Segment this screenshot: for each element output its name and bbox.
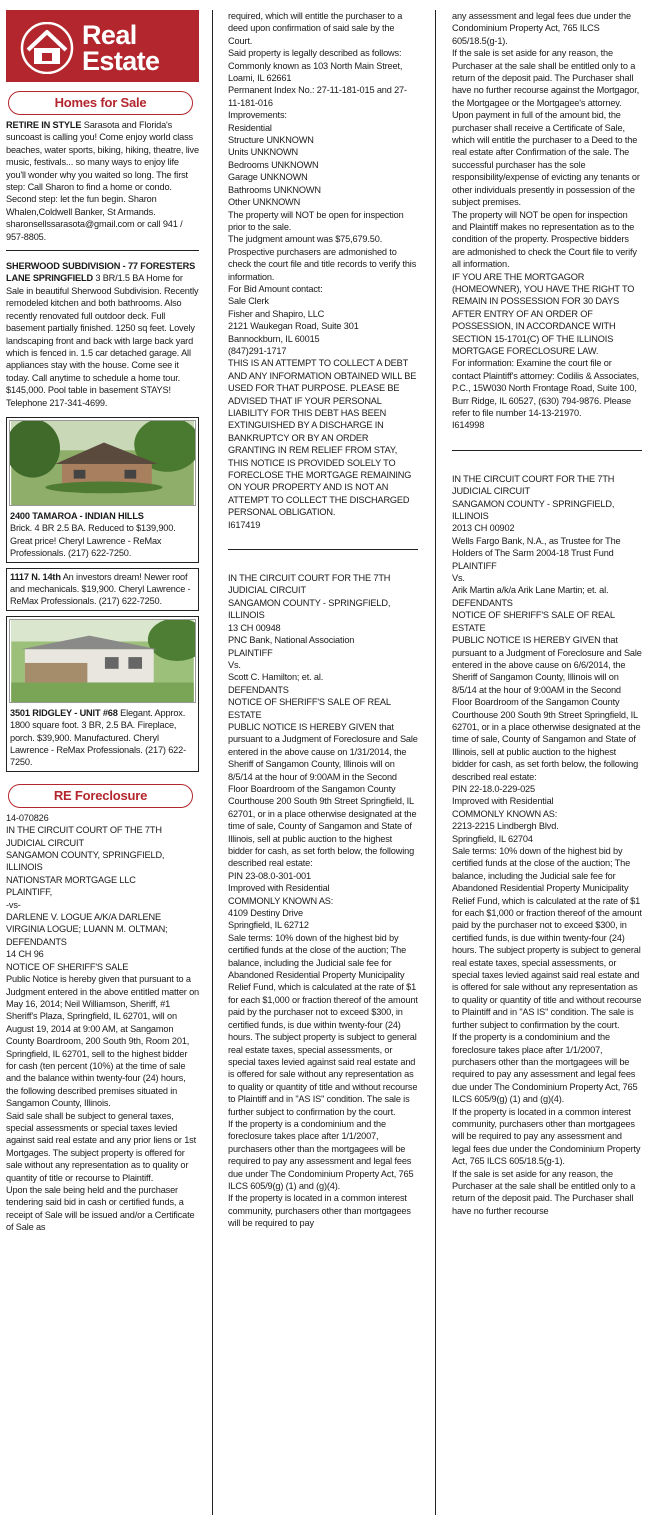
notice-martin: IN THE CIRCUIT COURT FOR THE 7TH JUDICIAL CIRCUIT SANGAMON COUNTY - SPRINGFIELD, ILLINOIS 2013 CH 00902 Wells Fargo Bank, N.A., as Trustee for The Holders of The Sarm 2004-18 Trust Fund PLAINTIFF Vs. Arik Martin a/k/a Arik Lane Martin; et. al. DEFENDANTS NOTICE OF SHERIFF'S SALE OF REAL ESTATE PUBLIC NOTICE IS HEREBY GIVEN that pursuant to a Judgment of Foreclosure and Sale entered in the above cause on 6/6/2014, the Sheriff of Sangamon County, Illinois will on 8/5/14 at the hour of 9:00AM in the Second Floor Boardroom of the Sangamon County Courthouse 200 South 9th Street Springfield, IL 62701, or in a place otherwise designated at the time of sale, County of Sangamon and State of Illinois, sell at public auction to the highest bidder for cash, as set forth below, the following described real estate: PIN 22-18.0-229-025 Improved with Residential COMMONLY KNOWN AS: 2213-2215 Lindbergh Blvd. Springfield, IL 62704 Sale terms: 10% down of the highest bid by certified funds at the close of the auction; The balance, including the Judicial sale fee for Abandoned Residential Property Municipality Relief Fund, which is calculated at the rate of $1 for each $1,000 or fraction thereof of the amount paid by the purchaser not to exceed $300, in certified funds, is due within twenty-four (24) hours. The subject property is subject to general real estate taxes, special assessments, or special taxes levied against said real estate and is offered for sale without any representation as to quality or quantity of title and without recourse to Plaintiff and in "AS IS" condition. The sale is further subject to confirmation by the court. If the property is a condominium and the foreclosure takes place after 1/1/2007, purchasers other than the mortgagees will be required to pay any assessment and legal fees due under The Condominium Property Act, 765 ILCS 605/9(g) (1) and (g)(4). If the property is located in a common interest community, purchasers other than mortgagees will be required to pay any assessment and legal fees due under the Condominium Property Act, 765 ILCS 605/18.5(g-1). If the sale is set aside for any reason, the Purchaser at the sale shall be entitled only to a return of the deposit paid. The Purchaser shall have no further recourse [452,473,642,1216]
ad-body: 3 BR/1.5 BA Home for Sale in beautiful Sherwood Subdivision. Recently remodeled kitchen and both bathrooms. Also recently renovated full outdoor deck. Full basement partially finished. 1250 sq feet. Lovely landscaping front and back with large back yard which is fenced in. 1.5 car detached garage. All appliances stay with the house. Come see it today. Call anytime to schedule a home tour. $145,000. Pool table in basement STAYS! Telephone 217-341-4699. [6,273,199,408]
notice-loami-continued: required, which will entitle the purchaser to a deed upon confirmation of said sale by the Court. Said property is legally described as follows: Commonly known as 103 North Main Street, Loami, IL 62661 Permanent Index No.: 27-11-181-015 and 27-11-181-016 Improvements: Residential Structure UNKNOWN Units UNKNOWN Bedrooms UNKNOWN Garage UNKNOWN Bathrooms UNKNOWN Other UNKNOWN The property will NOT be open for inspection prior to the sale. The judgment amount was $75,679.50. Prospective purchasers are admonished to check the court file and title records to verify this information. For Bid Amount contact: Sale Clerk Fisher and Shapiro, LLC 2121 Waukegan Road, Suite 301 Bannockburn, IL 60015 (847)291-1717 THIS IS AN ATTEMPT TO COLLECT A DEBT AND ANY INFORMATION OBTAINED WILL BE USED FOR THAT PURPOSE. PLEASE BE ADVISED THAT IF YOUR PERSONAL LIABILITY FOR THIS DEBT HAS BEEN EXTINGUISHED BY A DISCHARGE IN BANKRUPTCY OR BY AN ORDER GRANTING IN REM RELIEF FROM STAY, THIS NOTICE IS PROVIDED SOLELY TO FORECLOSE THE MORTGAGE REMAINING ON YOUR PROPERTY AND IS NOT AN ATTEMPT TO COLLECT THE DISCHARGED PERSONAL OBLIGATION. I617419 [228,11,417,530]
house-photo [9,420,196,506]
divider [6,250,199,251]
column-divider [435,10,436,1515]
divider [228,549,418,550]
column-3 [452,10,642,1518]
ad-title: 1117 N. 14th [10,571,61,582]
re-foreclosure-heading: RE Foreclosure [8,784,193,808]
ad-body: Sarasota and Florida's suncoast is calling you! Come enjoy world class beaches, water sports, biking, hiking, theatre, live music, festivals... so many ways to enjoy life you'll wonder why you waited so long. The first step: Call Sharon to find a home or condo. Second step: let the fun begin. Sharon Whalen,Coldwell Banker, St Armands. sharonsellssarasota@gmail.com or call 941 / 957-8805. [6,120,199,242]
homes-for-sale-heading: Homes for Sale [8,91,193,115]
header-title-real: Real [82,20,137,50]
ad-body: Brick. 4 BR 2.5 BA. Reduced to $139,900. Great price! Cheryl Lawrence - ReMax Professionals. (217) 622-7250. [10,523,176,559]
notice-continued: any assessment and legal fees due under the Condominium Property Act, 765 ILCS 605/18.5(g-1). If the sale is set aside for any reason, the Purchaser at the sale shall be entitled only to a return of the deposit paid. The Purchaser shall have no further recourse against the Mortgagor, the Mortgagee or the Mortgagee's attorney. Upon payment in full of the amount bid, the purchaser shall receive a Certificate of Sale, which will entitle the purchaser to a Deed to the real estate after Confirmation of the sale. The successful purchaser has the sole responsibility/expense of evicting any tenants or other individuals presently in possession of the subject premises. The property will NOT be open for inspection and Plaintiff makes no representation as to the condition of the property. Prospective bidders are admonished to check the Court file to verify all information. IF YOU ARE THE MORTGAGOR (HOMEOWNER), YOU HAVE THE RIGHT TO REMAIN IN POSSESSION FOR 30 DAYS AFTER ENTRY OF AN ORDER OF POSSESSION, IN ACCORDANCE WITH SECTION 15-1701(C) OF THE ILLINOIS MORTGAGE FORECLOSURE LAW. For information: Examine the court file or contact Plaintiff's attorney: Codilis & Associates, P.C., 15W030 North Frontage Road, Suite 100, Burr Ridge, IL 60527, (630) 794-9876. Please refer to file number 14-13-21970. I614998 [452,11,640,431]
ad-body: An investors dream! Newer roof and mechanicals. $19,900. Cheryl Lawrence - ReMax Professionals. (217) 622-7250. [10,571,191,607]
header-title-estate: Estate [82,46,160,76]
ad-body: Elegant. Approx. 1800 square foot. 3 BR, 2.5 BA. Fireplace, porch. $39,900. Manufactured. Cheryl Lawrence - ReMax Professionals. (217) 622-7250. [10,707,187,768]
real-estate-header [6,10,199,82]
ad-sherwood [6,260,199,409]
ad-title: 3501 RIDGLEY - UNIT #68 [10,707,118,718]
notice-hamilton: IN THE CIRCUIT COURT FOR THE 7TH JUDICIAL CIRCUIT SANGAMON COUNTY - SPRINGFIELD, ILLINOIS 13 CH 00948 PNC Bank, National Association PLAINTIFF Vs. Scott C. Hamilton; et. al. DEFENDANTS NOTICE OF SHERIFF'S SALE OF REAL ESTATE PUBLIC NOTICE IS HEREBY GIVEN that pursuant to a Judgment of Foreclosure and Sale entered in the above cause on 1/31/2014, the Sheriff of Sangamon County, Illinois will on 8/5/14 at the hour of 9:00AM in the Second Floor Boardroom of the Sangamon County Courthouse 200 South 9th Street Springfield, IL 62701, or in a place otherwise designated at the time of sale, County of Sangamon and State of Illinois, sell at public auction to the highest bidder for cash, as set forth below, the following described real estate: PIN 23-08.0-301-001 Improved with Residential COMMONLY KNOWN AS: 4109 Destiny Drive Springfield, IL 62712 Sale terms: 10% down of the highest bid by certified funds at the close of the auction; The balance, including the Judicial sale fee for Abandoned Residential Property Municipality Relief Fund, which is calculated at the rate of $1 for each $1,000 or fraction thereof of the amount paid by the purchaser not to exceed $300, in certified funds, is due within twenty-four (24) hours. The subject property is subject to general real estate taxes, special assessments, or special taxes levied against said real estate and is offered for sale without any representation as to quality or quantity of title and without recourse to Plaintiff and in "AS IS" condition. The sale is further subject to confirmation by the court. If the property is a condominium and the foreclosure takes place after 1/1/2007, purchasers other than the mortgagees will be required to pay any assessment and legal fees due under The Condominium Property Act, 765 ILCS 605/9(g) (1) and (g)(4). If the property is located in a common interest community, purchasers other than mortgagees will be required to pay [228,573,418,1229]
column-2 [228,10,418,1518]
divider [452,450,642,451]
ad-ridgley [6,616,199,772]
house-photo [9,619,196,703]
notice-logue: 14-070826 IN THE CIRCUIT COURT OF THE 7TH JUDICIAL CIRCUIT SANGAMON COUNTY, SPRINGFIELD, ILLINOIS NATIONSTAR MORTGAGE LLC PLAINTIFF, -vs- DARLENE V. LOGUE A/K/A DARLENE VIRGINIA LOGUE; LUANN M. OLTMAN; DEFENDANTS 14 CH 96 NOTICE OF SHERIFF'S SALE Public Notice is hereby given that pursuant to a Judgment entered in the above entitled matter on May 16, 2014; Neil Williamson, Sheriff, #1 Sheriff's Plaza, Springfield, IL 62701, will on August 19, 2014 at 9:00 AM, at Sangamon County Boardroom, 200 South 9th, Room 201, Springfield, IL 62701, sell to the highest bidder for cash (ten percent (10%) at the time of sale and the balance within twenty-four (24) hours, the following described premises situated in Sangamon County, Illinois. Said sale shall be subject to general taxes, special assessments or special taxes levied against said real estate and any prior liens or 1st Mortgages. The subject property is offered for sale without any representation as to quality or quantity of title or recourse to Plaintiff. Upon the sale being held and the purchaser tendering said bid in cash or certified funds, a receipt of Sale will be issued and/or a Certificate of Sale as [6,812,199,1233]
ad-title: RETIRE IN STYLE [6,120,82,130]
column-divider [212,10,213,1515]
house-icon [18,22,76,74]
ad-tamaroa [6,417,199,563]
ad-title: 2400 TAMAROA - INDIAN HILLS [10,510,144,521]
ad-retire-in-style [6,119,199,243]
ad-n14th [6,568,199,611]
column-1 [6,10,199,1518]
ad-title: SHERWOOD SUBDIVISION - 77 FORESTERS LANE SPRINGFIELD [6,261,196,284]
